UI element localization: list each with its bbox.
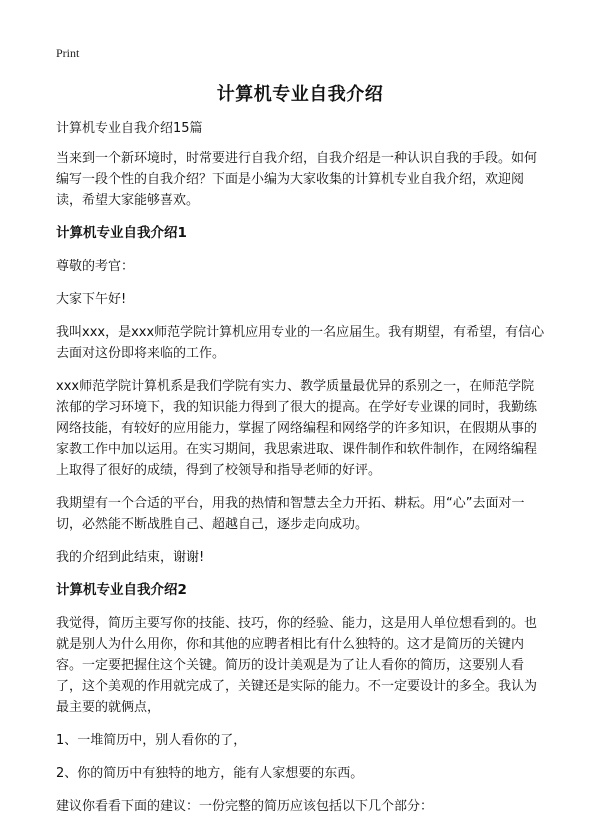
document-body [56, 118, 546, 829]
document-subtitle: 计算机专业自我介绍15篇 [56, 121, 203, 136]
paragraph: 我叫xxx，是xxx师范学院计算机应用专业的一名应届生。我有期望，有希望，有信心去面对这份即将来临的工作。 [56, 325, 545, 361]
print-label: Print [56, 46, 80, 60]
page-title: 计算机专业自我介绍 [216, 84, 384, 105]
paragraph: 建议你看看下面的建议：一份完整的简历应该包括以下几个部分： [56, 799, 434, 814]
paragraph: 2、你的简历中有独特的地方，能有人家想要的东西。 [56, 766, 364, 781]
paragraph: xxx师范学院计算机系是我们学院有实力、教学质量最优异的系别之一，在师范学院浓郁的学习环境下，我的知识能力得到了很大的提高。在学好专业课的同时，我勤练网络技能，有较好的应用能力，掌握了网络编程和网络学的许多知识，在假期从事的家教工作中加以运用。在实习期间，我思索进取、课件制作和软件制作，在网络编程上取得了很好的成绩，得到了校领导和指导老师的好评。 [56, 379, 538, 478]
paragraph: 大家下午好! [56, 292, 127, 307]
paragraph: 我期望有一个合适的平台，用我的热情和智慧去全力开拓、耕耘。用“心”去面对一切，必然能不断战胜自己、超越自己，逐步走向成功。 [56, 496, 525, 532]
intro-paragraph: 当来到一个新环境时，时常要进行自我介绍，自我介绍是一种认识自我的手段。如何编写一段个性的自我介绍？下面是小编为大家收集的计算机专业自我介绍，欢迎阅读，希望大家能够喜欢。 [56, 151, 538, 208]
paragraph: 1、一堆简历中，别人看你的了， [56, 733, 247, 748]
section-heading: 计算机专业自我介绍2 [56, 582, 187, 598]
section-heading: 计算机专业自我介绍1 [56, 225, 187, 241]
paragraph: 尊敬的考官： [56, 259, 135, 274]
paragraph: 我的介绍到此结束，谢谢! [56, 550, 205, 565]
paragraph: 我觉得，简历主要写你的技能、技巧，你的经验、能力，这是用人单位想看到的。也就是别人为什么用你，你和其他的应聘者相比有什么独特的。这才是简历的关键内容。一定要把握住这个关键。简历的设计美观是为了让人看你的简历，这要别人看了，这个美观的作用就完成了，关键还是实际的能力。不一定要设计的多全。我认为最主要的就俩点， [56, 616, 538, 715]
